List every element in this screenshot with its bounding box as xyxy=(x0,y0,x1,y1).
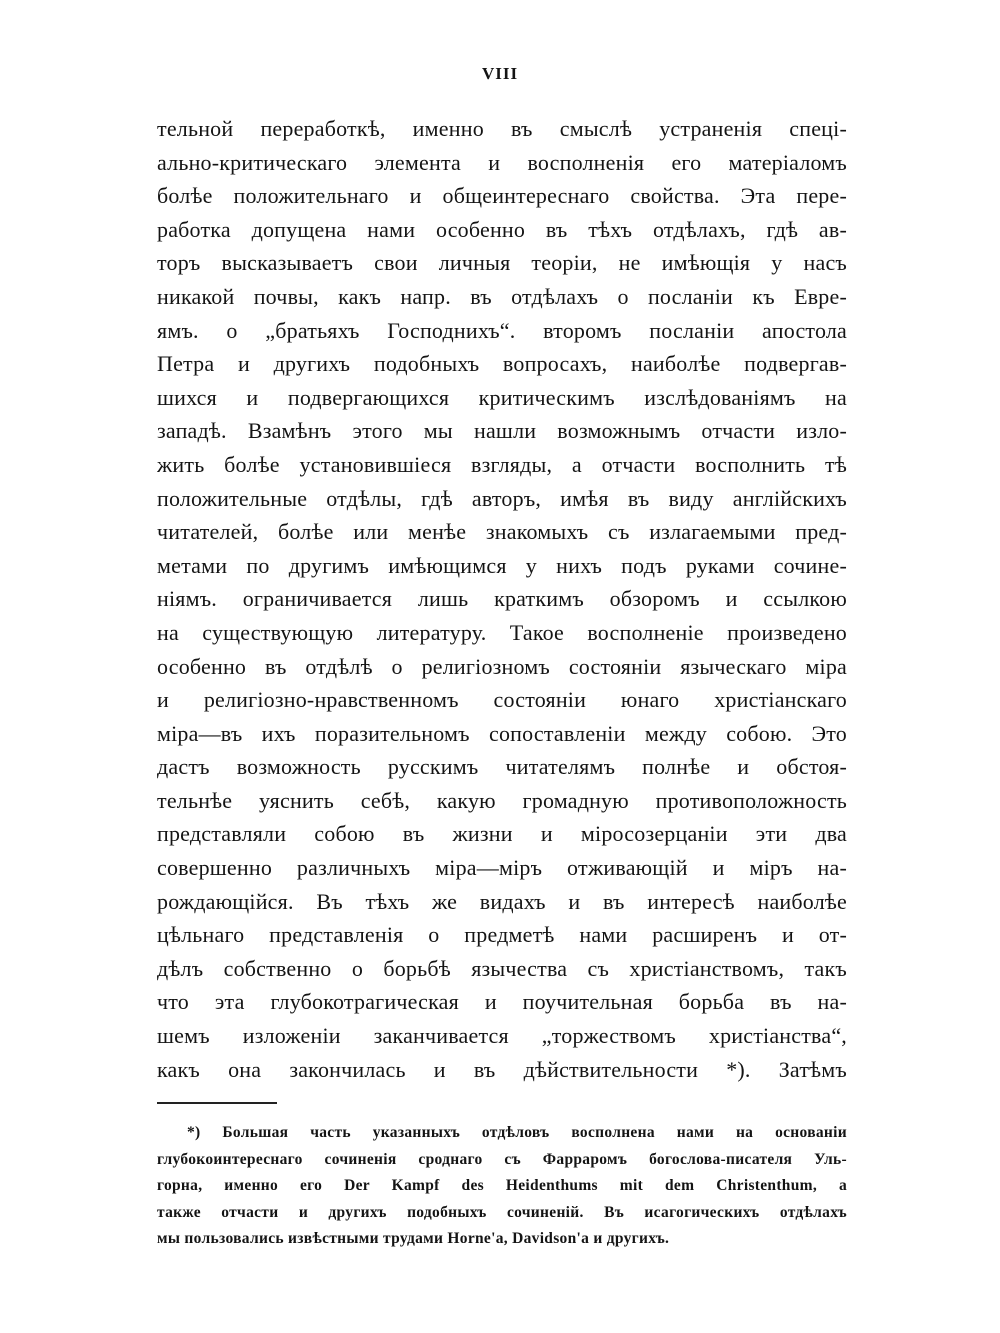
text-line: совершенно различныхъ міра—міръ отживающій и міръ на- xyxy=(157,855,847,881)
text-line: дастъ возможность русскимъ читателямъ полнѣе и обстоя- xyxy=(157,754,847,780)
body-text xyxy=(157,112,847,1086)
text-line: ямъ. о „братьяхъ Господнихъ“. второмъ посланіи апостола xyxy=(157,317,847,343)
text-line: на существующую литературу. Такое восполненіе произведено xyxy=(157,619,847,645)
text-line: шемъ изложеніи заканчивается „торжествомъ христіанства“, xyxy=(157,1023,847,1049)
footnote-divider xyxy=(157,1102,277,1104)
text-line: міра—въ ихъ поразительномъ сопоставленіи между собою. Это xyxy=(157,720,847,746)
footnote-line: *) Большая часть указанныхъ отдѣловъ восполнена нами на основаніи xyxy=(187,1124,847,1141)
text-line: цѣльнаго представленія о предметѣ нами расширенъ и от- xyxy=(157,922,847,948)
text-line: шихся и подвергающихся критическимъ изслѣдованіямъ на xyxy=(157,384,847,410)
footnotes xyxy=(157,1120,847,1253)
footnote-line: горна, именно его Der Kampf des Heidenthums mit dem Christenthum, а xyxy=(157,1177,847,1194)
text-line: ніямъ. ограничивается лишь краткимъ обзоромъ и ссылкою xyxy=(157,586,847,612)
text-line: работка допущена нами особенно въ тѣхъ отдѣлахъ, гдѣ ав- xyxy=(157,216,847,242)
text-line: представляли собою въ жизни и міросозерцаніи эти два xyxy=(157,821,847,847)
text-line: никакой почвы, какъ напр. въ отдѣлахъ о посланіи къ Евре- xyxy=(157,283,847,309)
text-line: тельной переработкѣ, именно въ смыслѣ устраненія спеці- xyxy=(157,116,847,141)
text-line: торъ высказываетъ свои личныя теоріи, не имѣющія у насъ xyxy=(157,250,847,276)
text-line: дѣлъ собственно о борьбѣ язычества съ христіанствомъ, такъ xyxy=(157,955,847,981)
text-line: западѣ. Взамѣнъ этого мы нашли возможнымъ отчасти изло- xyxy=(157,418,847,444)
footnote-line: мы пользовались извѣстными трудами Horne'a, Davidson'a и другихъ. xyxy=(157,1230,670,1247)
text-line: болѣе положительнаго и общеинтереснаго свойства. Эта пере- xyxy=(157,183,847,209)
text-line: особенно въ отдѣлѣ о религіозномъ состояніи языческаго міра xyxy=(157,653,847,679)
text-line: что эта глубокотрагическая и поучительная борьба въ на- xyxy=(157,989,847,1015)
footnote-line: глубокоинтереснаго сочиненія сроднаго съ Фарраромъ богослова-писателя Уль- xyxy=(157,1150,847,1168)
text-line: метами по другимъ имѣющимся у нихъ подъ руками сочине- xyxy=(157,552,847,578)
text-line: Петра и другихъ подобныхъ вопросахъ, наиболѣе подвергав- xyxy=(157,351,847,377)
footnote-line: также отчасти и другихъ подобныхъ сочиненій. Въ исагогическихъ отдѣлахъ xyxy=(157,1203,847,1221)
text-line: какъ она закончилась и въ дѣйствительности *). Затѣмъ xyxy=(157,1056,847,1082)
text-line: ально-критическаго элемента и восполненія его матеріаломъ xyxy=(157,149,847,175)
page-number: VIII xyxy=(481,64,519,83)
text-line: и религіозно-нравственномъ состояніи юнаго христіанскаго xyxy=(157,687,847,713)
text-line: читателей, болѣе или менѣе знакомыхъ съ излагаемыми пред- xyxy=(157,519,847,545)
text-line: тельнѣе уяснить себѣ, какую громадную противоположность xyxy=(157,787,847,813)
text-line: положительные отдѣлы, гдѣ авторъ, имѣя въ виду англійскихъ xyxy=(157,485,847,511)
text-line: жить болѣе установившіеся взгляды, а отчасти восполнить тѣ xyxy=(157,451,847,477)
text-line: рождающійся. Въ тѣхъ же видахъ и въ интересѣ наиболѣе xyxy=(157,888,847,914)
